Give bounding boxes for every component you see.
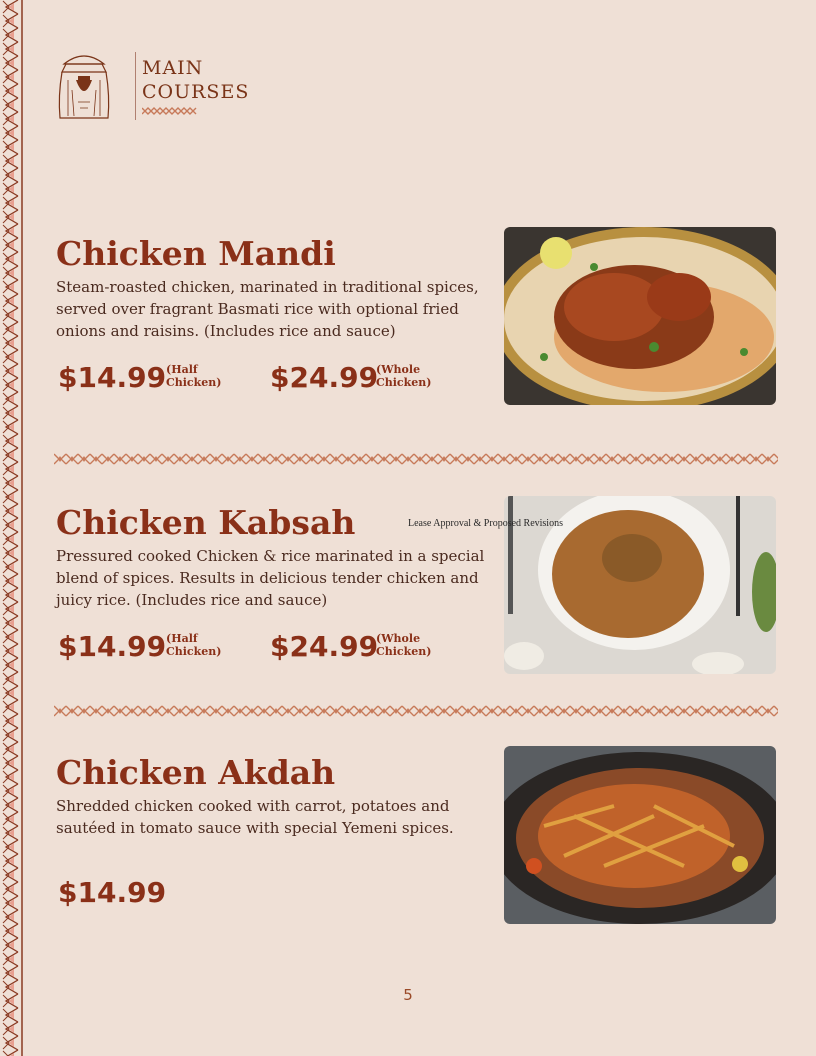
item-name: Chicken Kabsah [56, 503, 356, 542]
section-divider [54, 451, 778, 467]
chicken-mandi-photo [504, 227, 776, 405]
overlay-text: Lease Approval & Proposed Revisions [408, 518, 563, 529]
price-note-half: (Half Chicken) [166, 632, 222, 658]
price-note-whole: (Whole Chicken) [376, 363, 432, 389]
price-note-half: (Half Chicken) [166, 363, 222, 389]
item-name: Chicken Akdah [56, 753, 336, 792]
veiled-woman-icon [56, 50, 112, 120]
item-description: Steam-roasted chicken, marinated in traditional spices, served over fragrant Basmati rice with optional fried onions and raisins. (Includes rice and sauce) [56, 278, 479, 340]
price-half: $14.99 [58, 630, 167, 663]
header-ornament [142, 104, 198, 118]
item-prices [56, 360, 496, 400]
item-description: Shredded chicken cooked with carrot, potatoes and sautéed in tomato sauce with special Yemeni spices. [56, 797, 454, 837]
item-name: Chicken Mandi [56, 234, 336, 273]
price-whole: $24.99 [270, 361, 379, 394]
item-prices [56, 629, 496, 669]
menu-item [56, 234, 496, 400]
menu-item [56, 753, 496, 915]
price-single: $14.99 [58, 876, 167, 909]
section-divider [54, 703, 778, 719]
decorative-border [0, 0, 24, 1056]
price-note-whole: (Whole Chicken) [376, 632, 432, 658]
price-half: $14.99 [58, 361, 167, 394]
title-line-2: COURSES [142, 81, 250, 103]
page-title [142, 56, 249, 104]
item-description: Pressured cooked Chicken & rice marinated in a special blend of spices. Results in delicious tender chicken and juicy rice. (Includes rice and sauce) [56, 547, 485, 609]
page-number: 5 [403, 986, 413, 1004]
header-divider [135, 52, 136, 120]
item-prices [56, 875, 496, 915]
title-line-1: MAIN [142, 57, 204, 79]
chicken-akdah-photo [504, 746, 776, 924]
price-whole: $24.99 [270, 630, 379, 663]
